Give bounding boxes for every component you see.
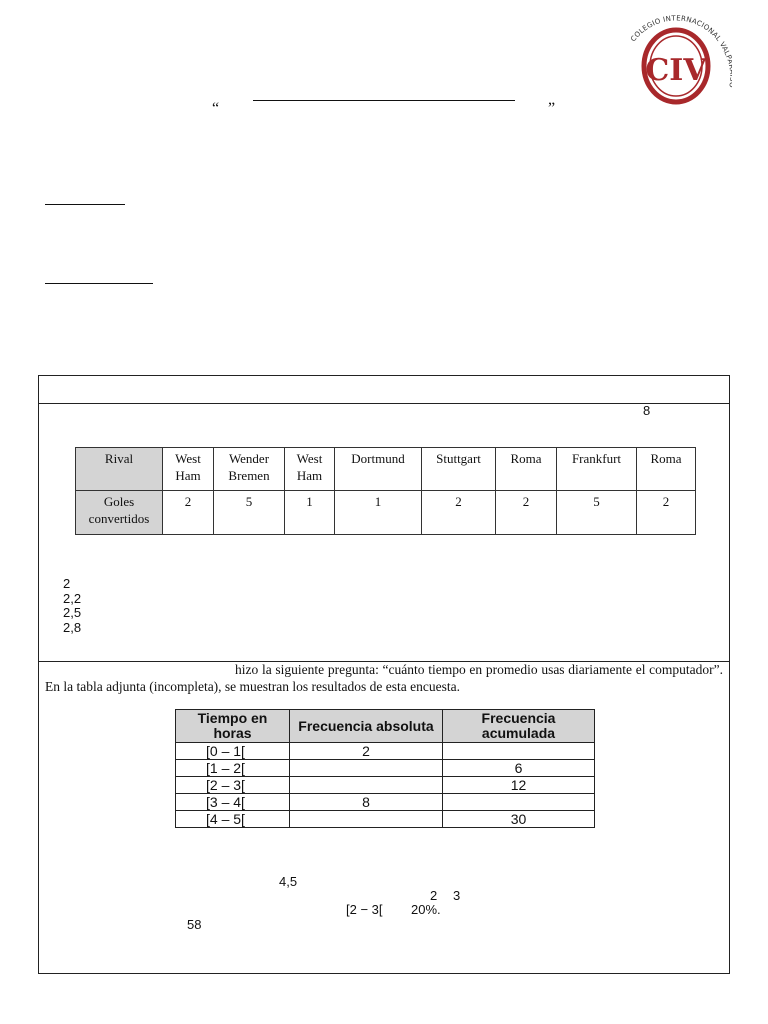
frequency-table-header <box>176 710 595 743</box>
absolute-cell: 2 <box>290 743 443 760</box>
team-cell: Stuttgart <box>422 448 496 491</box>
course-blank-line <box>45 283 153 284</box>
goals-table-row-goals <box>76 491 696 535</box>
cumulative-cell <box>443 743 595 760</box>
cumulative-cell: 6 <box>443 760 595 777</box>
option-d[interactable]: 2,8 <box>63 620 82 635</box>
frequency-table <box>175 709 595 828</box>
goals-cell: 1 <box>335 491 422 535</box>
team-cell: Frankfurt <box>557 448 637 491</box>
close-quote: ” <box>548 100 556 117</box>
goals-cell: 5 <box>214 491 285 535</box>
fragment-4-5: 4,5 <box>279 874 298 889</box>
team-cell: Roma <box>637 448 696 491</box>
goals-label: Goles convertidos <box>76 491 163 535</box>
option-a[interactable]: 2 <box>63 576 71 591</box>
name-blank-line <box>45 204 125 205</box>
team-cell: West Ham <box>285 448 335 491</box>
table-row <box>176 760 595 777</box>
open-quote: “ <box>212 100 220 117</box>
fragment-interval: [2 − 3[ <box>346 902 383 917</box>
header-absolute: Frecuencia absoluta <box>290 710 443 743</box>
absolute-cell <box>290 777 443 794</box>
question1-number: 8 <box>643 403 651 418</box>
cumulative-cell <box>443 794 595 811</box>
team-cell: Dortmund <box>335 448 422 491</box>
question2-text: hizo la siguiente pregunta: “cuánto tiempo en promedio usas diariamente el computador”. En la tabla adjunta (incompleta), se muestran los resultados de esta encuesta. <box>45 662 723 694</box>
table-row <box>176 794 595 811</box>
table-row <box>176 777 595 794</box>
goals-cell: 2 <box>637 491 696 535</box>
goals-cell: 1 <box>285 491 335 535</box>
team-cell: West Ham <box>163 448 214 491</box>
interval-cell: [0 – 1[ <box>176 743 290 760</box>
cumulative-cell: 30 <box>443 811 595 828</box>
fragment-percent: 20%. <box>411 902 441 917</box>
table-row <box>176 743 595 760</box>
goals-cell: 5 <box>557 491 637 535</box>
school-logo <box>614 14 732 132</box>
title-blank-line <box>253 100 515 101</box>
goals-cell: 2 <box>163 491 214 535</box>
fragment-3: 3 <box>453 888 461 903</box>
team-cell: Wender Bremen <box>214 448 285 491</box>
absolute-cell: 8 <box>290 794 443 811</box>
option-b[interactable]: 2,2 <box>63 591 82 606</box>
interval-cell: [2 – 3[ <box>176 777 290 794</box>
table-row <box>176 811 595 828</box>
header-cumulative: Frecuencia acumulada <box>443 710 595 743</box>
cumulative-cell: 12 <box>443 777 595 794</box>
rival-label: Rival <box>76 448 163 491</box>
absolute-cell <box>290 811 443 828</box>
interval-cell: [1 – 2[ <box>176 760 290 777</box>
goals-table <box>75 447 696 535</box>
fragment-2: 2 <box>430 888 438 903</box>
absolute-cell <box>290 760 443 777</box>
goals-table-row-rival <box>76 448 696 491</box>
option-c[interactable]: 2,5 <box>63 605 82 620</box>
interval-cell: [3 – 4[ <box>176 794 290 811</box>
logo-letters: CIV <box>645 53 707 88</box>
header-time: Tiempo en horas <box>176 710 290 743</box>
box-divider-top <box>38 403 730 404</box>
team-cell: Roma <box>496 448 557 491</box>
question2-paragraph <box>45 661 723 695</box>
goals-cell: 2 <box>496 491 557 535</box>
logo-ring-text: COLEGIO INTERNACIONAL VAL <box>629 14 732 57</box>
interval-cell: [4 – 5[ <box>176 811 290 828</box>
fragment-58: 58 <box>187 917 202 932</box>
goals-cell: 2 <box>422 491 496 535</box>
